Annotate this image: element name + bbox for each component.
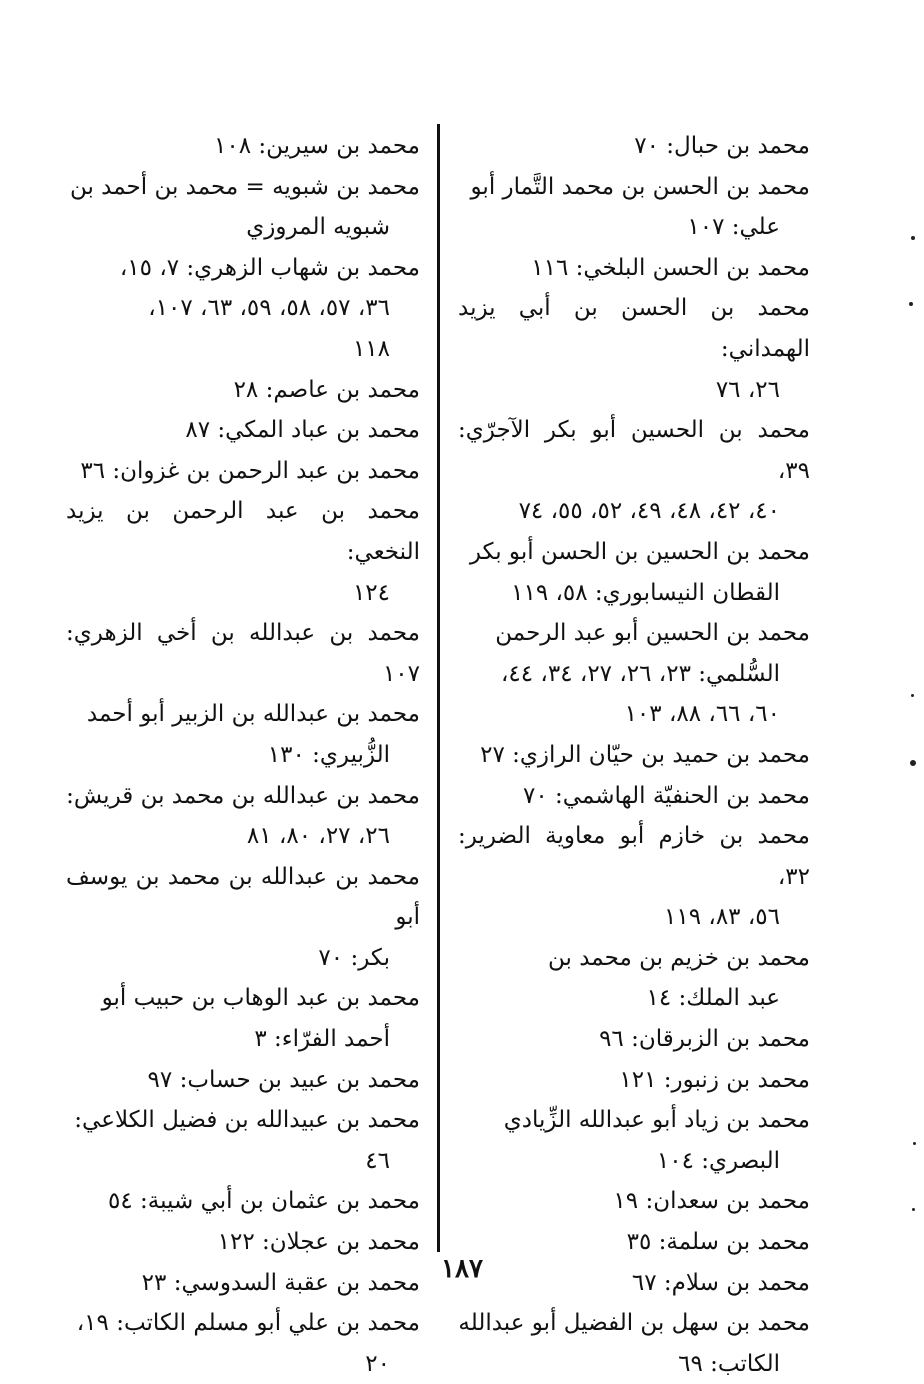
index-entry-heading: محمد بن الحسين أبو عبد الرحمن (495, 620, 810, 647)
index-entry-continuation: ١٢٤ (352, 579, 390, 606)
index-entry (66, 329, 420, 370)
index-entry (66, 1181, 420, 1222)
index-entry (458, 1181, 810, 1222)
index-entry-heading: محمد بن عاصم: ٢٨ (233, 376, 420, 403)
index-entry (66, 694, 420, 775)
index-entry-continuation: ١١٨ (352, 335, 390, 362)
index-entry (458, 1100, 810, 1181)
index-column-right (458, 126, 810, 1384)
index-entry (66, 410, 420, 451)
index-entry-continuation: عبد الملك: ١٤ (646, 985, 780, 1012)
column-divider (437, 124, 440, 1252)
page-number: ١٨٧ (441, 1254, 483, 1284)
index-entry-heading: محمد بن عبد الرحمن بن غزوان: ٣٦ (80, 457, 420, 484)
index-entry (458, 410, 810, 532)
index-entry (66, 1303, 420, 1384)
index-entry (66, 451, 420, 492)
index-entry (458, 938, 810, 1019)
scan-speck (910, 760, 916, 766)
index-entry (66, 491, 420, 613)
index-entry (66, 978, 420, 1059)
index-entry-heading: محمد بن عبد الوهاب بن حبيب أبو (101, 985, 420, 1012)
index-entry-heading: محمد بن شهاب الزهري: ٧، ١٥، (119, 254, 420, 281)
index-entry-continuation: الكاتب: ٦٩ (678, 1350, 780, 1377)
index-entry-heading: محمد بن سعدان: ١٩ (613, 1188, 810, 1215)
index-entry (66, 613, 420, 694)
index-entry-heading: محمد بن عبيدالله بن فضيل الكلاعي: (74, 1107, 420, 1134)
index-entry-heading: محمد بن الحسن بن أبي يزيد الهمداني: (458, 295, 810, 362)
index-entry-continuation: البصري: ١٠٤ (656, 1147, 780, 1174)
index-entry-continuation: علي: ١٠٧ (687, 214, 780, 241)
index-entry-heading: محمد بن سلمة: ٣٥ (626, 1229, 810, 1256)
index-entry-heading: محمد بن زياد أبو عبدالله الزِّيادي (503, 1107, 810, 1134)
index-entry-heading: محمد بن الزبرقان: ٩٦ (599, 1026, 810, 1053)
index-entry-heading: محمد بن الحسين أبو بكر الآجرّي: ٣٩، (458, 417, 810, 484)
index-entry-continuation: ٥٦، ٨٣، ١١٩ (664, 904, 780, 931)
index-entry-heading: محمد بن شبويه = محمد بن أحمد بن (69, 173, 420, 200)
index-entry-continuation: القطان النيسابوري: ٥٨، ١١٩ (511, 579, 780, 606)
scan-speck (911, 694, 914, 697)
index-entry-heading: محمد بن حميد بن حيّان الرازي: ٢٧ (480, 741, 810, 768)
index-entry-continuation: ٢٦، ٧٦ (715, 376, 780, 403)
index-entry-heading: محمد بن الحسن البلخي: ١١٦ (531, 254, 810, 281)
index-entry-heading: محمد بن الحنفيّة الهاشمي: ٧٠ (523, 782, 810, 809)
index-entry (66, 370, 420, 411)
index-entry (458, 816, 810, 938)
index-entry-heading: محمد بن خازم أبو معاوية الضرير: ٣٢، (458, 823, 810, 890)
index-entry-heading: محمد بن عبيد بن حساب: ٩٧ (147, 1066, 420, 1093)
index-entry (458, 1060, 810, 1101)
index-entry (458, 694, 810, 735)
index-entry-continuation: ٤٠، ٤٢، ٤٨، ٤٩، ٥٢، ٥٥، ٧٤ (518, 498, 780, 525)
index-entry-heading: محمد بن عباد المكي: ٨٧ (185, 417, 420, 444)
scan-speck (912, 1208, 915, 1211)
index-entry-heading: محمد بن عبد الرحمن بن يزيد النخعي: (66, 498, 420, 565)
index-entry-continuation: أحمد الفرّاء: ٣ (254, 1026, 390, 1053)
index-entry-continuation: ٢٠ (365, 1350, 390, 1377)
index-entry-heading: محمد بن عجلان: ١٢٢ (217, 1229, 420, 1256)
index-entry-continuation: ٦٠، ٦٦، ٨٨، ١٠٣ (624, 701, 780, 728)
index-entry (458, 126, 810, 167)
index-entry-continuation: شبويه المروزي (246, 214, 390, 241)
index-entry (66, 1060, 420, 1101)
index-entry (66, 776, 420, 857)
index-entry-continuation: بكر: ٧٠ (318, 944, 390, 971)
index-entry-heading: محمد بن زنبور: ١٢١ (619, 1066, 810, 1093)
index-entry-heading: محمد بن عثمان بن أبي شيبة: ٥٤ (108, 1188, 420, 1215)
index-entry-continuation: الزُّبيري: ١٣٠ (267, 741, 390, 768)
index-entry (458, 248, 810, 289)
scan-speck (913, 1142, 916, 1145)
index-entry-continuation: السُّلمي: ٢٣، ٢٦، ٢٧، ٣٤، ٤٤، (500, 660, 780, 687)
index-entry-heading: محمد بن عبدالله بن محمد بن قريش: (66, 782, 420, 809)
index-entry-heading: محمد بن عقبة السدوسي: ٢٣ (141, 1269, 420, 1296)
index-entry (458, 735, 810, 776)
index-entry-heading: محمد بن عبدالله بن أخي الزهري: ١٠٧ (66, 620, 420, 687)
index-entry (66, 167, 420, 248)
index-column-left (66, 126, 420, 1384)
index-entry (458, 613, 810, 694)
index-entry-heading: محمد بن خزيم بن محمد بن (548, 944, 810, 971)
scan-speck (911, 236, 915, 240)
scan-speck (909, 302, 913, 306)
index-entry-heading: محمد بن سلام: ٦٧ (631, 1269, 810, 1296)
index-entry (66, 1100, 420, 1181)
index-entry-heading: محمد بن علي أبو مسلم الكاتب: ١٩، (76, 1310, 420, 1337)
index-entry (66, 126, 420, 167)
index-entry (458, 288, 810, 410)
index-entry-heading: محمد بن عبدالله بن محمد بن يوسف أبو (66, 863, 420, 931)
index-entry (66, 248, 420, 329)
index-entry-continuation: ٣٦، ٥٧، ٥٨، ٥٩، ٦٣، ١٠٧، (148, 295, 390, 322)
index-entry (458, 1303, 810, 1384)
index-entry (458, 1019, 810, 1060)
index-entry-heading: محمد بن سيرين: ١٠٨ (213, 133, 420, 159)
index-entry-continuation: ٤٦ (365, 1147, 390, 1174)
index-entry-heading: محمد بن الحسين بن الحسن أبو بكر (469, 538, 810, 565)
index-entry-heading: محمد بن حبال: ٧٠ (634, 133, 810, 159)
index-entry (458, 776, 810, 817)
index-entry-heading: محمد بن عبدالله بن الزبير أبو أحمد (86, 701, 420, 728)
index-entry (66, 857, 420, 979)
index-entry (458, 532, 810, 613)
index-entry (458, 167, 810, 248)
index-entry-heading: محمد بن سهل بن الفضيل أبو عبدالله (458, 1310, 810, 1337)
index-entry-heading: محمد بن الحسن بن محمد التَّمار أبو (470, 173, 810, 200)
index-entry-continuation: ٢٦، ٢٧، ٨٠، ٨١ (246, 823, 390, 850)
